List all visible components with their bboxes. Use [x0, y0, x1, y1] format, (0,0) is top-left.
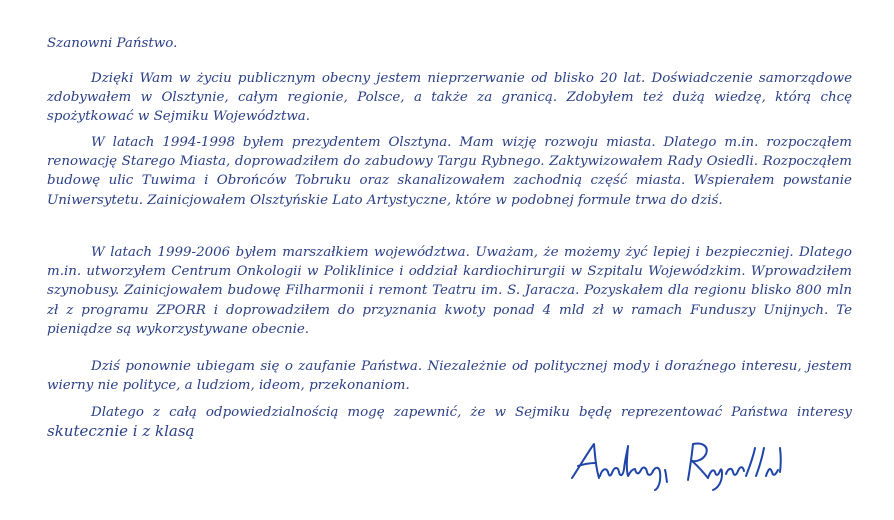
paragraph-marshal-years: W latach 1999-2006 byłem marszałkiem województwa. Uważam, że możemy żyć lepiej i bezpieczniej. Dlatego m.in. utworzyłem Centrum Onkologii w Poliklinice i oddział kardiochirurgii w Szpitalu Wojewódzkim. Wprowadziłem szynobusy. Zainicjowałem budowę Filharmonii i remont Teatru im. S. Jaracza. Pozyskałem dla regionu blisko 800 mln zł z programu ZPORR i doprowadziłem do przyznania kwoty ponad 4 mld zł w ramach Funduszy Unijnych. Te pieniądze są wykorzystywane obecnie. [47, 245, 852, 337]
signature-stroke-a [572, 444, 599, 478]
signature-stroke-name-3 [665, 470, 667, 482]
closing-emphasis: skutecznie i z klasą [47, 422, 195, 441]
salutation: Szanowni Państwo. [47, 36, 178, 51]
handwritten-signature [566, 436, 810, 492]
paragraph-experience: Dzięki Wam w życiu publicznym obecny jestem nieprzerwanie od blisko 20 lat. Doświadczenie samorządowe zdobywałem w Olsztynie, całym regionie, Polsce, a także za granicą. Zdobyłem też dużą wiedzę, którą chcę spożytkować w Sejmiku Województwa. [47, 71, 852, 125]
signature-stroke-end [766, 469, 778, 476]
paragraph-mayor-years: W latach 1994-1998 byłem prezydentem Olsztyna. Mam wizję rozwoju miasta. Dlatego m.in. rozpocząłem renowację Starego Miasta, doprowadziłem do zabudowy Targu Rybnego. Zaktywizowałem Rady Osiedli. Rozpocząłem budowę ulic Tuwima i Obrońców Tobruku oraz skanalizowałem zachodnią część miasta. Wspierałem powstanie Uniwersytetu. Zainicjowałem Olsztyńskie Lato Artystyczne, które w podobnej formule trwa do dziś. [47, 135, 852, 208]
signature-stroke-name-2 [653, 468, 660, 490]
signature-stroke-y [708, 469, 722, 490]
signature-stroke-l2 [756, 448, 764, 476]
signature-graphic [566, 436, 810, 492]
closing-text: Dlatego z całą odpowiedzialnością mogę zapewnić, że w Sejmiku będę reprezentować Państwa interesy [91, 405, 852, 420]
signature-stroke-l1 [746, 448, 755, 476]
signature-stroke-final [780, 448, 781, 472]
signature-stroke-r [688, 443, 708, 480]
signature-stroke-name-1 [600, 446, 653, 476]
paragraph-trust: Dziś ponownie ubiegam się o zaufanie Państwa. Niezależnie od politycznej mody i doraźnego interesu, jestem wierny nie polityce, a ludziom, ideom, przekonaniom. [47, 359, 852, 394]
signature-stroke-n [726, 467, 744, 475]
